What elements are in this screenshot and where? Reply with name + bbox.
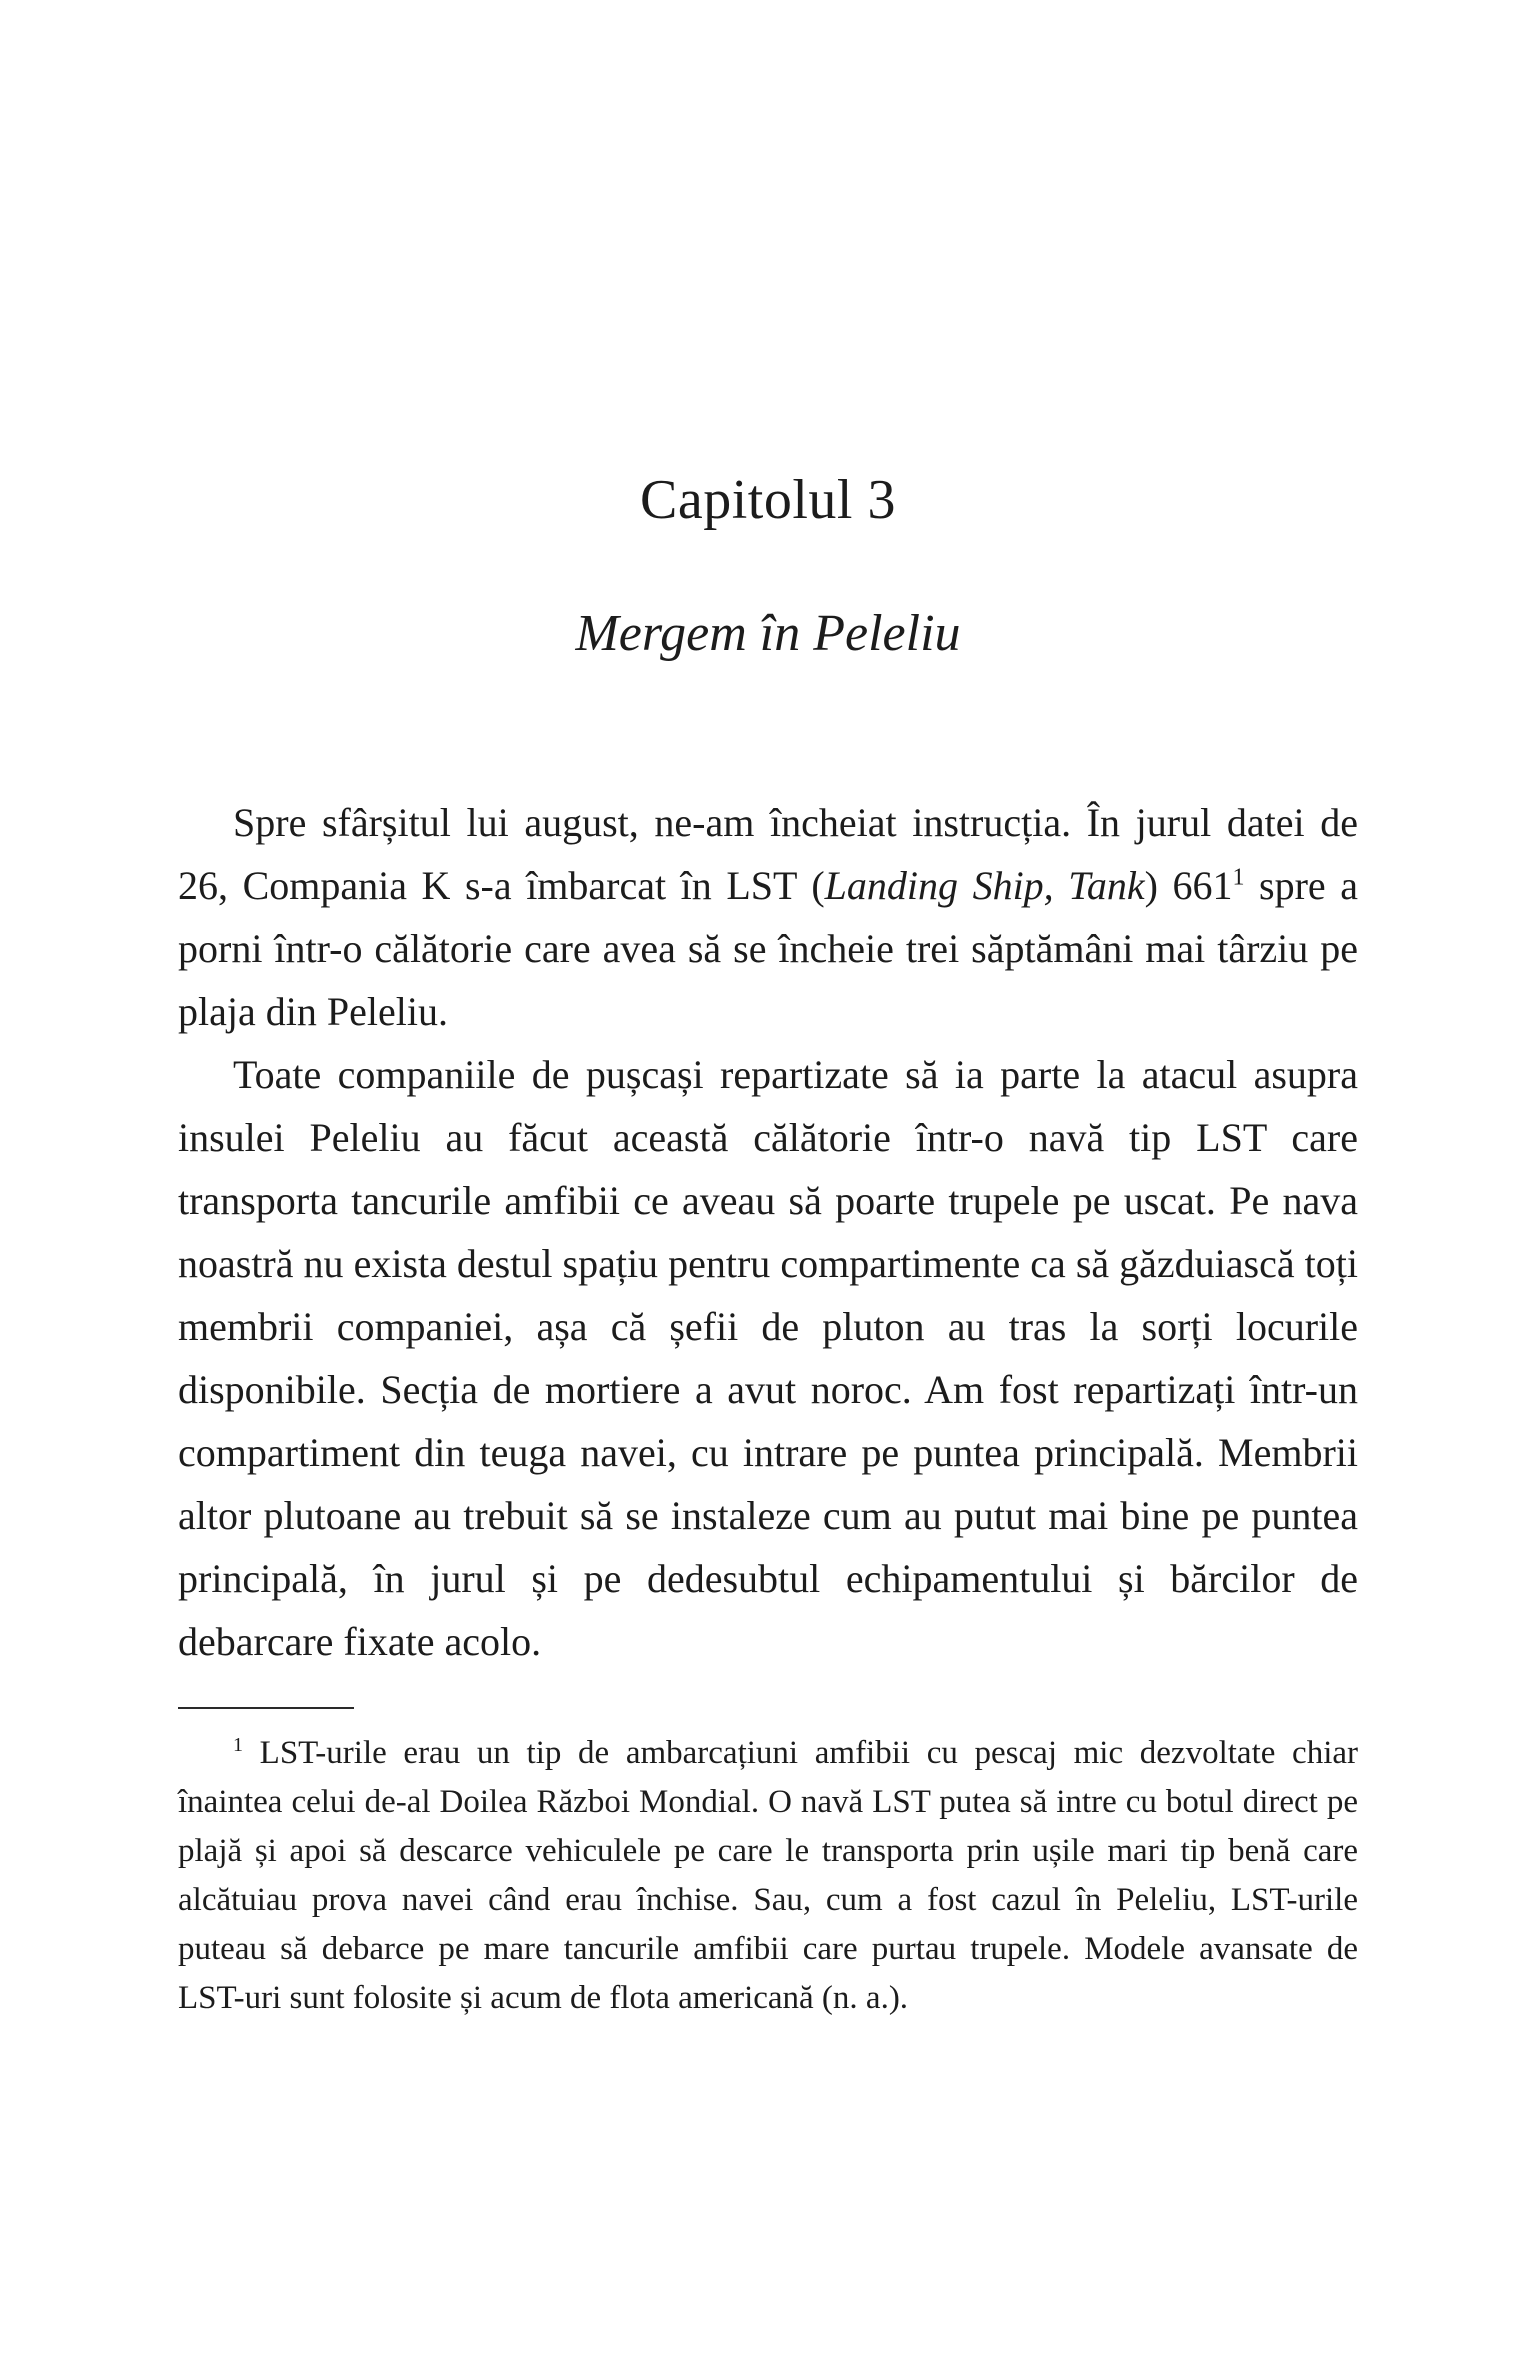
footnote [178,1709,1358,2023]
body-text [178,663,1358,1673]
chapter-title: Capitolul 3 [640,469,896,531]
footnote-text: LST-urile erau un tip de ambarcațiuni amfibii cu pescaj mic dezvoltate chiar înaintea celui de-al Doilea Război Mondial. O navă LST putea să intre cu botul direct pe plajă și apoi să descarce vehiculele pe care le transporta prin ușile mari tip benă care alcătuiau prova navei când erau închise. Sau, cum a fost cazul în Peleliu, LST-urile puteau să debarce pe mare tancurile amfibii care purtau trupele. Modele avansate de LST-uri sunt folosite și acum de flota americană (n. a.). [178,1735,1358,2016]
footnote-reference: 1 [1232,864,1245,891]
chapter-subtitle: Mergem în Peleliu [575,605,961,662]
paragraph-1 [178,791,1358,1043]
paragraph-1-segment: Spre sfârșitul lui august, ne-am încheiat instrucția. În jurul datei de 26, Compania K s-a îmbarcat în LST ( [178,800,1358,908]
paragraph-1-segment: ) 661 [1144,863,1233,908]
text-block [178,0,1358,2023]
paragraph-1-italic-segment: Landing Ship, Tank [824,863,1145,908]
paragraph-1-segment: spre a porni într-o călătorie care avea să se încheie trei săptămâni mai târziu pe plaja din Peleliu. [178,863,1358,1034]
footnote-marker: 1 [233,1734,243,1756]
paragraph-2: Toate companiile de pușcași repartizate să ia parte la atacul asupra insulei Peleliu au făcut această călătorie într-o navă tip LST care transporta tancurile amfibii ce aveau să poarte trupele pe uscat. Pe nava noastră nu exista destul spațiu pentru compartimente ca să găzduiască toți membrii companiei, așa că șefii de pluton au tras la sorți locurile disponibile. Secția de mortiere a avut noroc. Am fost repartizați într-un compartiment din teuga navei, cu intrare pe puntea principală. Membrii altor plutoane au trebuit să se instaleze cum au putut mai bine pe puntea principală, în jurul și pe dedesubtul echipamentului și bărcilor de debarcare fixate acolo. [178,1052,1358,1664]
